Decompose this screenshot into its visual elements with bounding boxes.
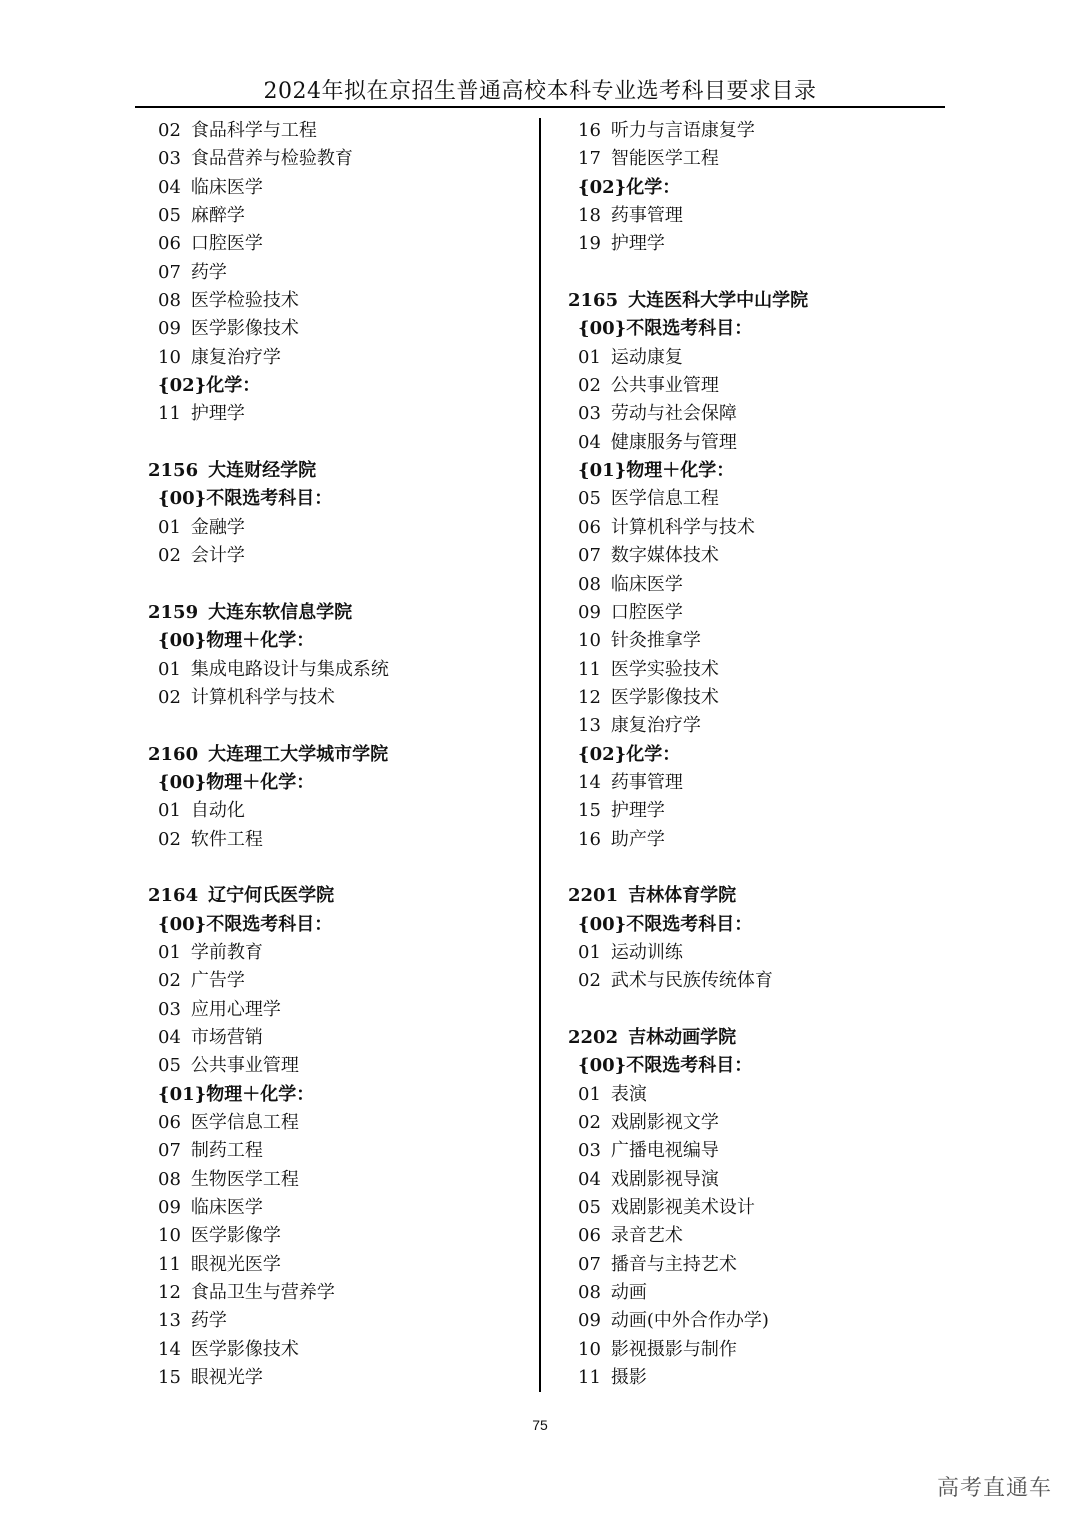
school-code: 2165 xyxy=(568,290,619,312)
major-name: 临床医学 xyxy=(190,176,263,198)
major-name: 劳动与社会保障 xyxy=(610,403,737,425)
major-code: 02 xyxy=(158,828,181,850)
major-code: 16 xyxy=(578,120,601,141)
school-heading xyxy=(568,1024,948,1052)
major-name: 药事管理 xyxy=(610,205,683,227)
major-code: 03 xyxy=(158,148,181,170)
major-name: 康复治疗学 xyxy=(190,346,281,368)
major-item xyxy=(568,145,948,173)
major-name: 动画(中外合作办学) xyxy=(610,1310,769,1332)
major-item xyxy=(568,1222,948,1250)
major-name: 广告学 xyxy=(190,970,245,992)
left-column xyxy=(148,117,528,1392)
major-code: 09 xyxy=(578,1310,601,1332)
major-name: 动画 xyxy=(610,1282,647,1304)
major-code: 13 xyxy=(158,1310,181,1332)
school-name: 大连医科大学中山学院 xyxy=(628,290,809,312)
major-item xyxy=(148,1307,528,1335)
major-name: 戏剧影视美术设计 xyxy=(610,1197,755,1219)
major-name: 会计学 xyxy=(190,545,245,567)
blank-line xyxy=(148,854,528,882)
major-code: 12 xyxy=(578,686,601,708)
major-name: 运动训练 xyxy=(610,941,683,963)
major-name: 医学检验技术 xyxy=(190,290,299,312)
major-item xyxy=(568,571,948,599)
major-code: 06 xyxy=(158,233,181,255)
requirement-text: {02}化学： xyxy=(158,375,261,397)
blank-line xyxy=(148,712,528,740)
major-name: 食品科学与工程 xyxy=(190,120,317,141)
major-name: 健康服务与管理 xyxy=(610,431,737,453)
major-name: 制药工程 xyxy=(190,1140,263,1162)
major-item xyxy=(568,1307,948,1335)
major-item xyxy=(568,202,948,230)
major-code: 08 xyxy=(158,290,181,312)
school-name: 吉林体育学院 xyxy=(628,885,737,907)
major-name: 播音与主持艺术 xyxy=(610,1253,737,1275)
subject-requirement xyxy=(568,174,948,202)
major-code: 19 xyxy=(578,233,601,255)
major-item xyxy=(568,1251,948,1279)
major-code: 09 xyxy=(158,1197,181,1219)
major-item xyxy=(568,656,948,684)
major-item xyxy=(148,939,528,967)
major-name: 临床医学 xyxy=(610,573,683,595)
major-code: 02 xyxy=(158,686,181,708)
major-name: 临床医学 xyxy=(190,1197,263,1219)
major-code: 05 xyxy=(158,205,181,227)
blank-line xyxy=(568,259,948,287)
requirement-text: {01}物理＋化学： xyxy=(578,460,735,482)
major-item xyxy=(148,400,528,428)
major-code: 11 xyxy=(578,658,601,680)
major-name: 听力与言语康复学 xyxy=(610,120,755,141)
school-name: 大连东软信息学院 xyxy=(208,601,353,623)
major-item xyxy=(148,287,528,315)
major-item xyxy=(568,1364,948,1392)
blank-line xyxy=(148,571,528,599)
major-code: 02 xyxy=(158,970,181,992)
requirement-text: {00}物理＋化学： xyxy=(158,630,315,652)
major-code: 07 xyxy=(158,1140,181,1162)
major-code: 11 xyxy=(578,1367,601,1389)
major-name: 针灸推拿学 xyxy=(610,630,701,652)
school-code: 2202 xyxy=(568,1027,619,1048)
major-item xyxy=(148,1364,528,1392)
major-code: 17 xyxy=(578,148,601,170)
major-name: 医学影像技术 xyxy=(610,686,719,708)
major-item xyxy=(568,1279,948,1307)
major-name: 软件工程 xyxy=(190,828,263,850)
major-item xyxy=(568,1166,948,1194)
school-name: 吉林动画学院 xyxy=(628,1027,737,1048)
major-code: 06 xyxy=(578,1225,601,1247)
major-name: 智能医学工程 xyxy=(610,148,719,170)
major-item xyxy=(148,797,528,825)
school-heading xyxy=(148,457,528,485)
major-name: 护理学 xyxy=(610,233,665,255)
major-code: 09 xyxy=(158,318,181,340)
major-item xyxy=(568,429,948,457)
major-name: 医学影像技术 xyxy=(190,318,299,340)
major-item xyxy=(148,1024,528,1052)
major-name: 药学 xyxy=(190,1310,227,1332)
major-code: 01 xyxy=(578,346,601,368)
major-item xyxy=(148,174,528,202)
major-code: 12 xyxy=(158,1282,181,1304)
page-title: 2024年拟在京招生普通高校本科专业选考科目要求目录 xyxy=(263,79,817,104)
major-name: 康复治疗学 xyxy=(610,715,701,737)
major-item xyxy=(568,117,948,145)
major-code: 03 xyxy=(158,998,181,1020)
major-name: 口腔医学 xyxy=(610,601,683,623)
requirement-text: {02}化学： xyxy=(578,743,681,765)
major-code: 11 xyxy=(158,1253,181,1275)
major-item xyxy=(568,1194,948,1222)
major-name: 医学影像技术 xyxy=(190,1338,299,1360)
major-item xyxy=(148,344,528,372)
major-item xyxy=(148,230,528,258)
major-item xyxy=(148,1194,528,1222)
major-code: 02 xyxy=(578,375,601,397)
major-name: 口腔医学 xyxy=(190,233,263,255)
subject-requirement xyxy=(568,1052,948,1080)
major-item xyxy=(568,542,948,570)
page-number: 75 xyxy=(532,1417,548,1433)
subject-requirement xyxy=(148,627,528,655)
watermark: 高考直通车 xyxy=(936,1476,1052,1501)
major-code: 01 xyxy=(578,941,601,963)
school-code: 2201 xyxy=(568,885,619,907)
requirement-text: {01}物理＋化学： xyxy=(158,1083,315,1105)
requirement-text: {00}不限选考科目： xyxy=(578,318,753,340)
major-item xyxy=(568,599,948,627)
major-code: 07 xyxy=(158,261,181,283)
major-code: 07 xyxy=(578,1253,601,1275)
major-code: 10 xyxy=(578,630,601,652)
subject-requirement xyxy=(148,485,528,513)
major-name: 运动康复 xyxy=(610,346,683,368)
subject-requirement xyxy=(568,457,948,485)
major-code: 05 xyxy=(158,1055,181,1077)
major-item xyxy=(568,627,948,655)
major-name: 食品营养与检验教育 xyxy=(190,148,353,170)
school-heading xyxy=(568,287,948,315)
major-name: 医学影像学 xyxy=(190,1225,281,1247)
major-item xyxy=(568,1081,948,1109)
major-item xyxy=(148,1166,528,1194)
major-name: 数字媒体技术 xyxy=(610,545,719,567)
major-code: 13 xyxy=(578,715,601,737)
major-item xyxy=(148,1052,528,1080)
major-code: 04 xyxy=(158,1027,181,1048)
column-divider xyxy=(539,118,541,1392)
major-item xyxy=(568,826,948,854)
school-code: 2164 xyxy=(148,885,199,907)
blank-line xyxy=(568,854,948,882)
major-item xyxy=(148,514,528,542)
major-item xyxy=(148,259,528,287)
major-name: 医学信息工程 xyxy=(190,1112,299,1134)
major-item xyxy=(148,202,528,230)
subject-requirement xyxy=(148,769,528,797)
school-heading xyxy=(568,882,948,910)
major-name: 市场营销 xyxy=(190,1027,263,1048)
blank-line xyxy=(148,429,528,457)
major-name: 应用心理学 xyxy=(190,998,281,1020)
subject-requirement xyxy=(148,1081,528,1109)
major-name: 摄影 xyxy=(610,1367,647,1389)
major-code: 06 xyxy=(158,1112,181,1134)
requirement-text: {00}不限选考科目： xyxy=(578,913,753,935)
major-code: 03 xyxy=(578,1140,601,1162)
major-code: 10 xyxy=(158,346,181,368)
major-name: 眼视光学 xyxy=(190,1367,263,1389)
major-name: 武术与民族传统体育 xyxy=(610,970,773,992)
requirement-text: {00}物理＋化学： xyxy=(158,771,315,793)
major-code: 10 xyxy=(578,1338,601,1360)
major-code: 05 xyxy=(578,488,601,510)
major-code: 18 xyxy=(578,205,601,227)
major-name: 医学信息工程 xyxy=(610,488,719,510)
major-item xyxy=(148,1109,528,1137)
major-code: 01 xyxy=(578,1083,601,1105)
major-item xyxy=(148,826,528,854)
major-item xyxy=(568,1137,948,1165)
major-item xyxy=(568,712,948,740)
major-item xyxy=(568,1336,948,1364)
school-heading xyxy=(148,882,528,910)
subject-requirement xyxy=(148,372,528,400)
school-name: 大连理工大学城市学院 xyxy=(208,743,389,765)
blank-line xyxy=(568,996,948,1024)
subject-requirement xyxy=(568,315,948,343)
major-name: 计算机科学与技术 xyxy=(610,516,755,538)
major-item xyxy=(568,939,948,967)
right-column xyxy=(568,117,948,1392)
requirement-text: {00}不限选考科目： xyxy=(578,1055,753,1077)
school-name: 辽宁何氏医学院 xyxy=(208,885,335,907)
major-code: 02 xyxy=(578,970,601,992)
requirement-text: {02}化学： xyxy=(578,176,681,198)
major-item xyxy=(148,1222,528,1250)
major-name: 戏剧影视导演 xyxy=(610,1168,719,1190)
major-name: 广播电视编导 xyxy=(610,1140,719,1162)
major-item xyxy=(148,145,528,173)
major-item xyxy=(148,315,528,343)
major-code: 03 xyxy=(578,403,601,425)
subject-requirement xyxy=(148,911,528,939)
school-code: 2156 xyxy=(148,460,199,482)
major-code: 08 xyxy=(578,1282,601,1304)
major-code: 02 xyxy=(158,120,181,141)
major-code: 10 xyxy=(158,1225,181,1247)
subject-requirement xyxy=(568,911,948,939)
major-item xyxy=(568,684,948,712)
major-name: 护理学 xyxy=(610,800,665,822)
header-divider xyxy=(135,106,945,108)
major-item xyxy=(148,684,528,712)
major-name: 眼视光医学 xyxy=(190,1253,281,1275)
major-code: 02 xyxy=(158,545,181,567)
major-item xyxy=(148,996,528,1024)
major-code: 14 xyxy=(158,1338,181,1360)
major-item xyxy=(568,400,948,428)
major-item xyxy=(568,372,948,400)
major-name: 戏剧影视文学 xyxy=(610,1112,719,1134)
major-name: 护理学 xyxy=(190,403,245,425)
school-heading xyxy=(148,741,528,769)
major-item xyxy=(148,967,528,995)
major-item xyxy=(148,117,528,145)
major-code: 08 xyxy=(158,1168,181,1190)
major-name: 自动化 xyxy=(190,800,245,822)
major-name: 生物医学工程 xyxy=(190,1168,299,1190)
major-name: 公共事业管理 xyxy=(190,1055,299,1077)
major-code: 04 xyxy=(578,431,601,453)
requirement-text: {00}不限选考科目： xyxy=(158,488,333,510)
major-name: 药事管理 xyxy=(610,771,683,793)
major-code: 01 xyxy=(158,800,181,822)
major-code: 05 xyxy=(578,1197,601,1219)
major-code: 15 xyxy=(578,800,601,822)
major-item xyxy=(148,1336,528,1364)
major-name: 影视摄影与制作 xyxy=(610,1338,737,1360)
major-code: 04 xyxy=(158,176,181,198)
school-heading xyxy=(148,599,528,627)
major-code: 01 xyxy=(158,941,181,963)
major-code: 08 xyxy=(578,573,601,595)
school-code: 2159 xyxy=(148,601,199,623)
major-name: 食品卫生与营养学 xyxy=(190,1282,335,1304)
major-name: 表演 xyxy=(610,1083,647,1105)
major-name: 助产学 xyxy=(610,828,665,850)
school-code: 2160 xyxy=(148,743,199,765)
major-name: 学前教育 xyxy=(190,941,263,963)
requirement-text: {00}不限选考科目： xyxy=(158,913,333,935)
major-item xyxy=(568,1109,948,1137)
major-code: 06 xyxy=(578,516,601,538)
major-name: 公共事业管理 xyxy=(610,375,719,397)
major-name: 麻醉学 xyxy=(190,205,245,227)
major-code: 01 xyxy=(158,516,181,538)
major-item xyxy=(568,797,948,825)
school-name: 大连财经学院 xyxy=(208,460,317,482)
major-name: 药学 xyxy=(190,261,227,283)
major-name: 集成电路设计与集成系统 xyxy=(190,658,389,680)
major-name: 计算机科学与技术 xyxy=(190,686,335,708)
major-code: 01 xyxy=(158,658,181,680)
major-name: 医学实验技术 xyxy=(610,658,719,680)
subject-requirement xyxy=(568,741,948,769)
major-item xyxy=(568,967,948,995)
major-name: 录音艺术 xyxy=(610,1225,683,1247)
major-item xyxy=(148,1279,528,1307)
major-code: 09 xyxy=(578,601,601,623)
major-code: 11 xyxy=(158,403,181,425)
major-code: 15 xyxy=(158,1367,181,1389)
major-code: 07 xyxy=(578,545,601,567)
major-item xyxy=(148,542,528,570)
major-code: 02 xyxy=(578,1112,601,1134)
major-item xyxy=(568,230,948,258)
major-code: 14 xyxy=(578,771,601,793)
major-item xyxy=(148,1251,528,1279)
major-item xyxy=(568,514,948,542)
major-code: 04 xyxy=(578,1168,601,1190)
major-code: 16 xyxy=(578,828,601,850)
major-item xyxy=(148,656,528,684)
major-item xyxy=(568,485,948,513)
major-name: 金融学 xyxy=(190,516,245,538)
major-item xyxy=(568,769,948,797)
major-item xyxy=(568,344,948,372)
major-item xyxy=(148,1137,528,1165)
